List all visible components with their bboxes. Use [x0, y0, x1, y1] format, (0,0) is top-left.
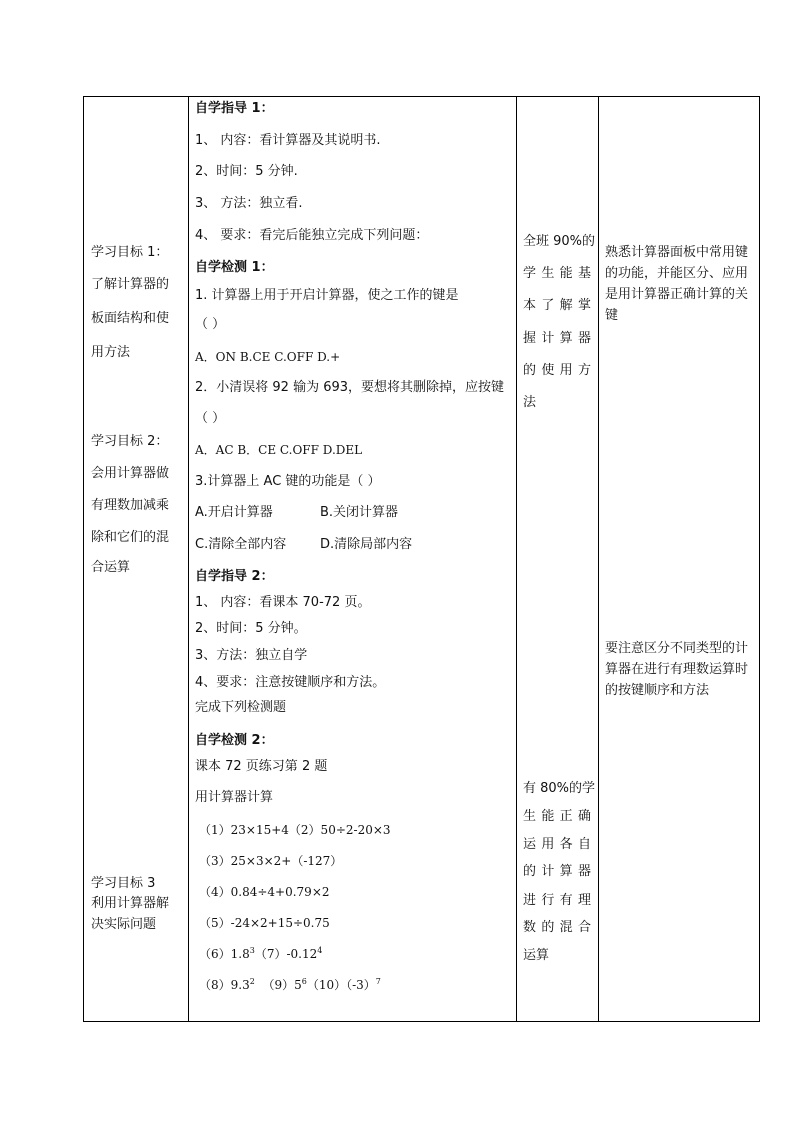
- exercise-part: （10）（-3）: [306, 978, 376, 992]
- goal-2-line: 合运算: [91, 560, 131, 575]
- guide-1-item: 4、 要求：看完后能独立完成下列问题：: [195, 228, 429, 243]
- exercise-line: （4）0.84÷4+0.79×2: [199, 885, 330, 899]
- evaluation-1-line: 法: [523, 395, 537, 410]
- content-column: [189, 97, 517, 1022]
- goal-3-line: 决实际问题: [91, 917, 157, 932]
- exercise-part: （7）-0.12: [254, 947, 318, 961]
- note-2: 要注意区分不同类型的计算器在进行有理数运算时的按键顺序和方法: [605, 641, 749, 698]
- evaluation-2-line: 有 80%的学: [523, 781, 596, 796]
- guide-1-item: 3、 方法：独立看.: [195, 196, 303, 211]
- evaluation-1-line: 握计算器: [523, 331, 591, 346]
- question-2: 2．小清误将 92 输为 693，要想将其删除掉，应按键: [195, 380, 505, 395]
- question-3-option-d: D.清除局部内容: [320, 537, 413, 552]
- evaluation-2-line: 进行有理: [523, 893, 591, 908]
- exponent: 7: [375, 977, 381, 986]
- question-2-paren: （ ）: [195, 411, 226, 426]
- evaluation-1-line: 本了解掌: [523, 298, 591, 313]
- guide-2-item: 3、方法：独立自学: [195, 648, 308, 663]
- goal-1-line: 学习目标 1：: [91, 245, 169, 260]
- exercise-line: [199, 977, 381, 993]
- question-1-options: A．ON B.CE C.OFF D.+: [195, 350, 341, 364]
- guide-2-item: 1、 内容：看课本 70-72 页。: [195, 595, 371, 610]
- goal-2-line: 有理数加减乘: [91, 498, 170, 513]
- exercise-line: [199, 946, 322, 962]
- notes-column: [599, 97, 760, 1022]
- exercise-line: （5）-24×2+15÷0.75: [199, 916, 330, 930]
- check-2-heading: 自学检测 2：: [195, 733, 274, 748]
- guide-2-item: 4、要求：注意按键顺序和方法。: [195, 675, 386, 690]
- exercise-line: （3）25×3×2+（-127）: [199, 854, 343, 868]
- guide-1-heading: 自学指导 1：: [195, 101, 274, 116]
- note-1: 熟悉计算器面板中常用键的功能，并能区分、应用是用计算器正确计算的关键: [605, 245, 749, 323]
- exponent: 3: [249, 946, 255, 955]
- check-2-line: 课本 72 页练习第 2 题: [195, 759, 328, 774]
- goal-2-line: 除和它们的混: [91, 530, 170, 545]
- question-3-option-a: A.开启计算器: [195, 505, 273, 520]
- goal-1-line: 用方法: [91, 345, 131, 360]
- evaluation-2-line: 生能正确: [523, 809, 591, 824]
- evaluation-2-line: 运算: [523, 948, 550, 963]
- exponent: 6: [301, 977, 307, 986]
- question-3-option-c: C.清除全部内容: [195, 537, 287, 552]
- goal-3-line: 利用计算器解: [91, 896, 170, 911]
- exercise-part: （8）9.3: [199, 978, 250, 992]
- guide-2-heading: 自学指导 2：: [195, 569, 274, 584]
- guide-2-item: 完成下列检测题: [195, 700, 287, 715]
- question-2-options: A．AC B．CE C.OFF D.DEL: [195, 443, 363, 457]
- question-1: 1. 计算器上用于开启计算器，使之工作的键是: [195, 288, 459, 303]
- goal-2-line: 学习目标 2：: [91, 434, 169, 449]
- guide-1-item: 2、时间：5 分钟.: [195, 164, 298, 179]
- goal-1-line: 了解计算器的: [91, 277, 170, 292]
- evaluation-2-line: 数的混合: [523, 920, 591, 935]
- goals-column: [84, 97, 189, 1022]
- check-1-heading: 自学检测 1：: [195, 260, 274, 275]
- exercise-part: （9）5: [254, 978, 302, 992]
- evaluation-1-line: 的使用方: [523, 363, 591, 378]
- goal-1-line: 板面结构和使: [91, 311, 170, 326]
- guide-1-item: 1、 内容：看计算器及其说明书.: [195, 133, 381, 148]
- evaluation-2-line: 的计算器: [523, 864, 591, 879]
- goal-2-line: 会用计算器做: [91, 466, 170, 481]
- evaluation-1-line: 学生能基: [523, 266, 591, 281]
- exercise-part: （6）1.8: [199, 947, 250, 961]
- exponent: 2: [249, 977, 255, 986]
- question-3-option-b: B.关闭计算器: [320, 505, 399, 520]
- question-1-paren: （ ）: [195, 317, 226, 332]
- evaluation-2-line: 运用各自: [523, 837, 591, 852]
- question-3: 3.计算器上 AC 键的功能是（ ）: [195, 474, 381, 489]
- lesson-table: [83, 96, 760, 1022]
- check-2-line: 用计算器计算: [195, 790, 274, 805]
- evaluation-1-line: 全班 90%的: [523, 234, 596, 249]
- exponent: 4: [317, 946, 323, 955]
- exercise-line: （1）23×15+4（2）50÷2-20×3: [199, 823, 391, 837]
- evaluation-column: [517, 97, 599, 1022]
- guide-2-item: 2、时间：5 分钟。: [195, 621, 307, 636]
- goal-3-line: 学习目标 3: [91, 876, 156, 891]
